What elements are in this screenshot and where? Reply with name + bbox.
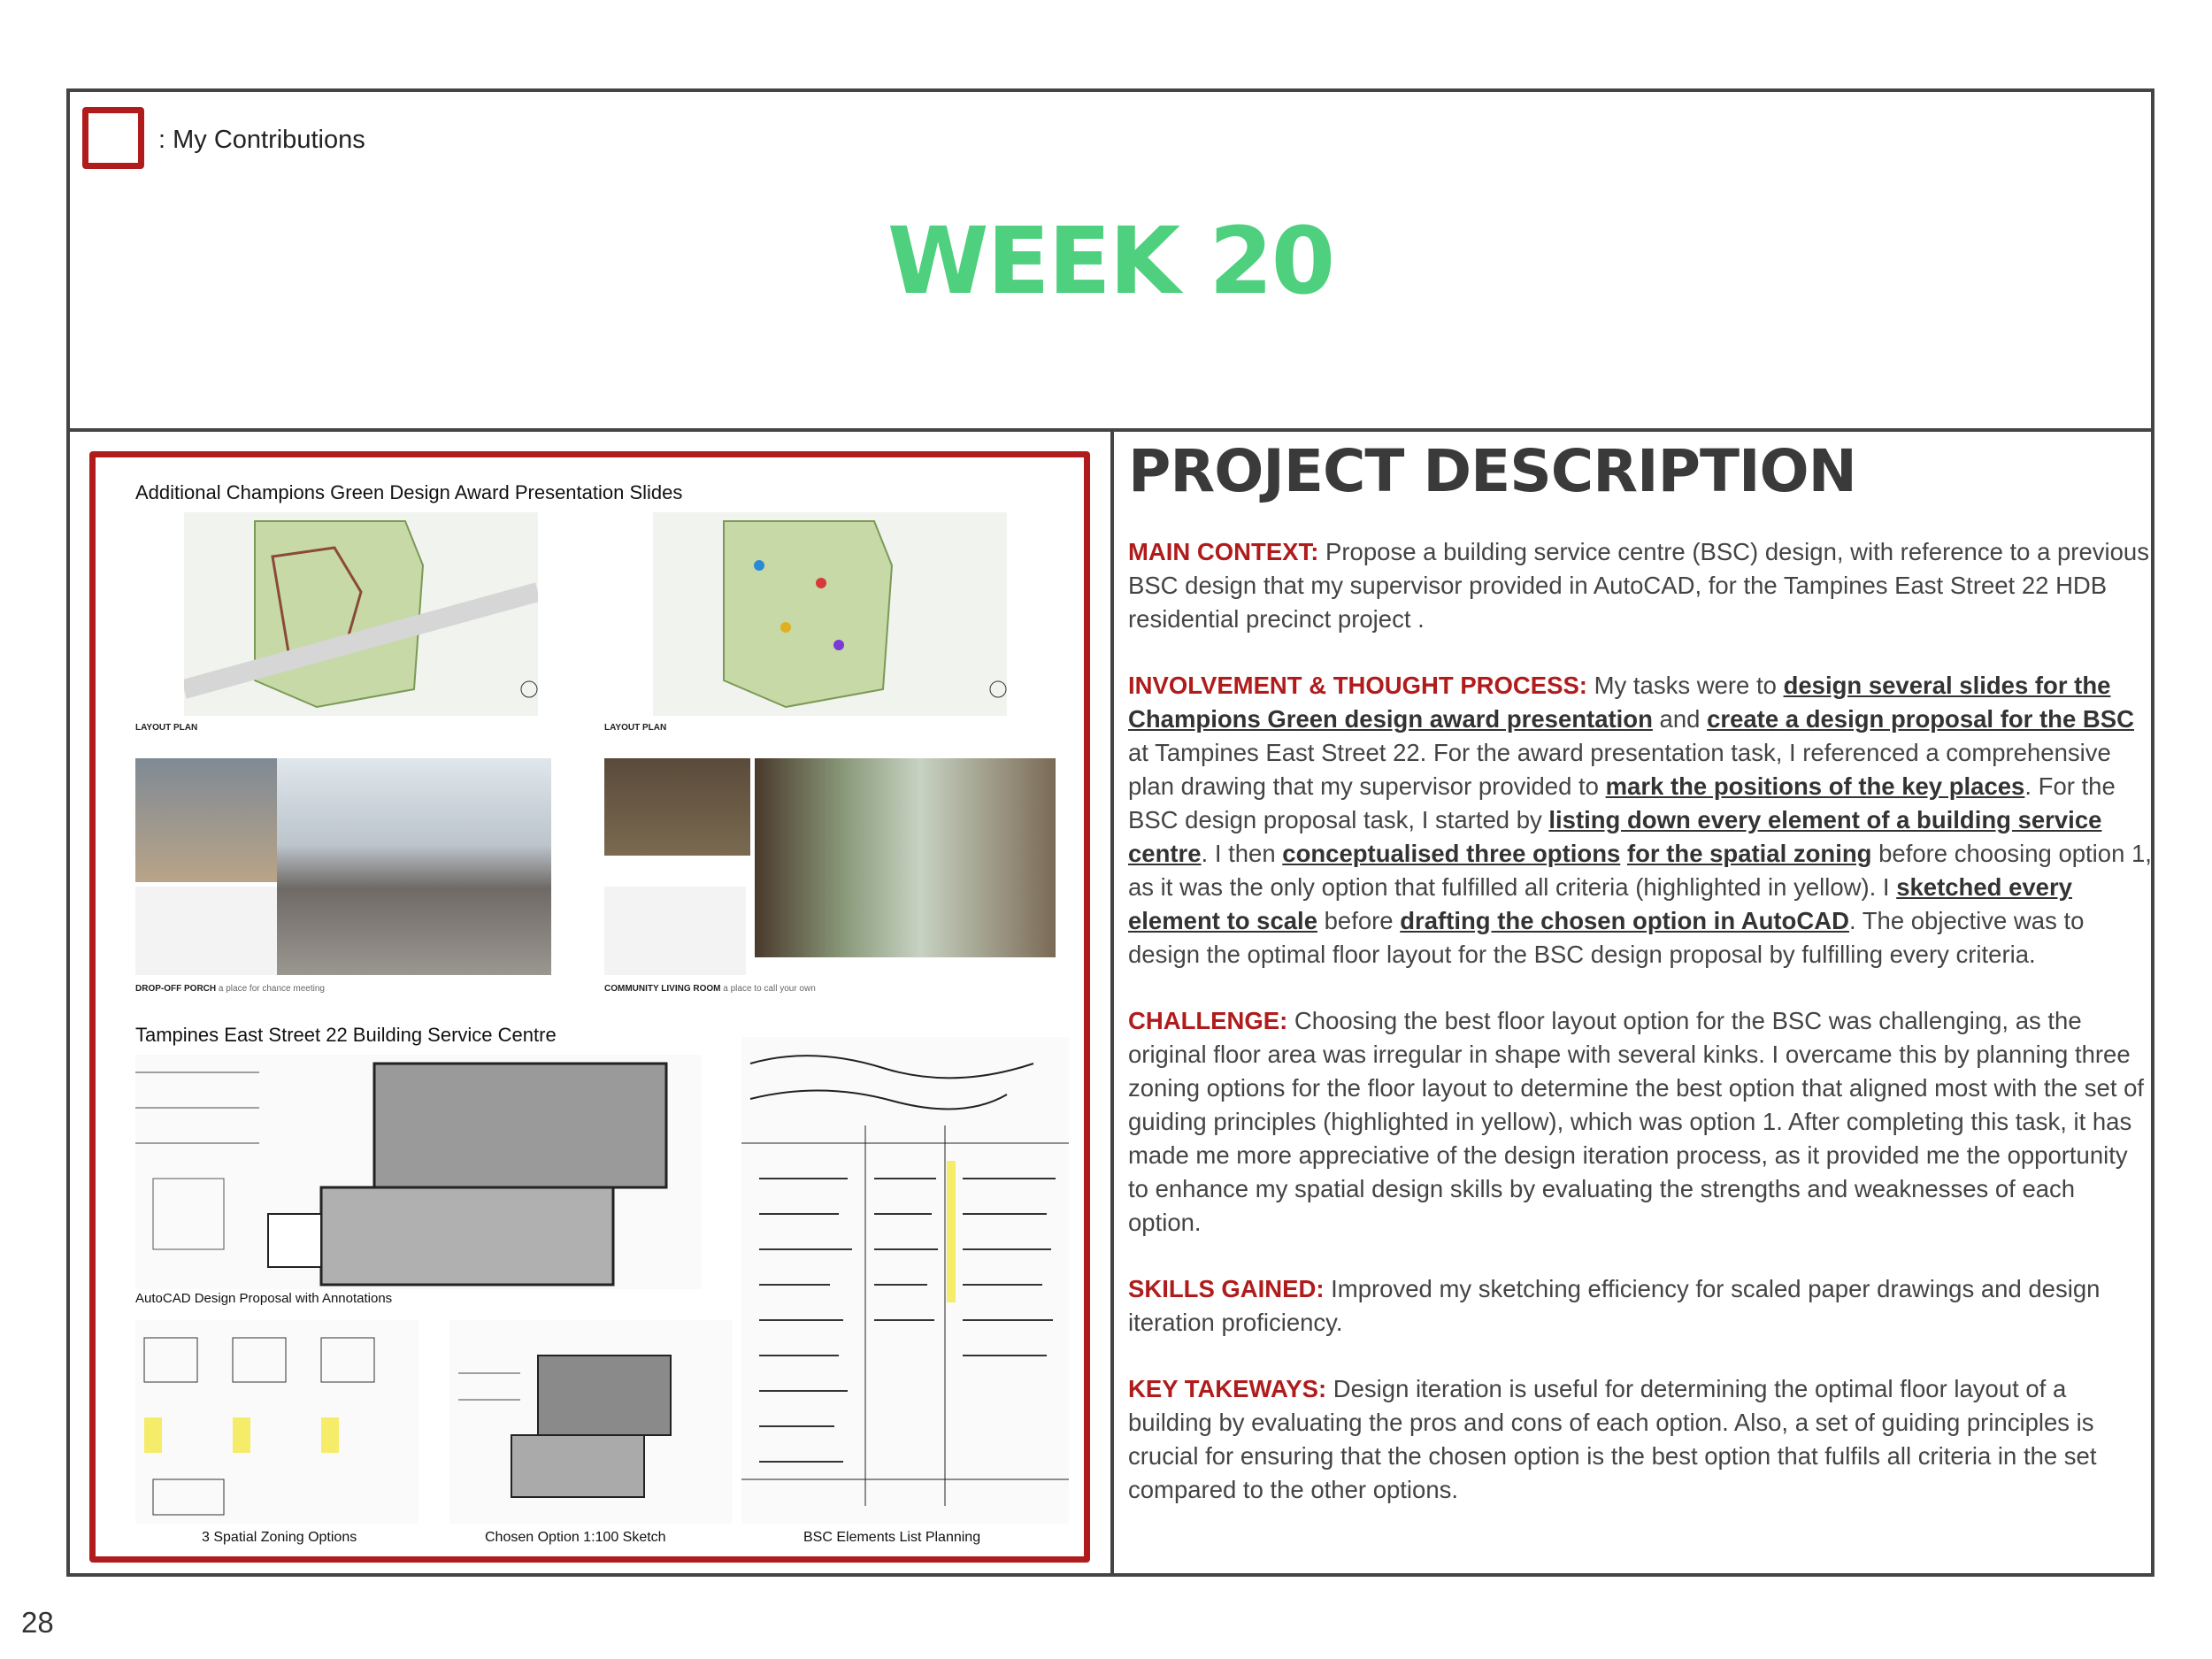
main-context-paragraph xyxy=(1128,535,2154,636)
involvement-highlight-3: mark the positions of the key places xyxy=(1605,772,2025,800)
community-living-room-photo xyxy=(755,758,1056,957)
challenge-paragraph xyxy=(1128,1004,2154,1240)
challenge-text: Choosing the best floor layout option for the BSC was challenging, as the original floor area was irregular in shape with several kinks. I overcame this by planning three zoning options for the floor layout to determine the best option that aligned most with the set of guiding principles (highlighted in yellow), which was option 1. After completing this task, it has made me more appreciative of the design iteration process, as it provided me the opportunity to enhance my spatial design skills by evaluating the strengths and weaknesses of each option. xyxy=(1128,1007,2145,1236)
autocad-proposal-drawing xyxy=(135,1055,702,1289)
contributions-panel xyxy=(89,451,1090,1563)
project-description xyxy=(1128,437,2154,1540)
chosen-sketch-svg xyxy=(449,1320,733,1524)
involvement-text-3: at Tampines East Street 22. For the award presentation task, I referenced a comprehensive plan drawing that my supervisor provided to xyxy=(1128,739,2111,800)
living-room-photo-small xyxy=(604,758,750,856)
involvement-text-6 xyxy=(1620,840,1627,867)
involvement-text-5: . I then xyxy=(1201,840,1283,867)
list-caption: BSC Elements List Planning xyxy=(803,1530,981,1545)
zoning-sketch-svg xyxy=(135,1320,419,1524)
involvement-highlight-4: listing down every element of a building service centre xyxy=(1128,806,2102,867)
description-title: PROJECT DESCRIPTION xyxy=(1128,437,1856,505)
slides-caption: Additional Champions Green Design Award Presentation Slides xyxy=(135,481,683,503)
layout-plan-image-2 xyxy=(653,512,1007,716)
building-photo xyxy=(135,758,277,882)
involvement-highlight-7: sketched every element to scale xyxy=(1128,873,2072,934)
main-context-label: MAIN CONTEXT: xyxy=(1128,538,1319,565)
page-frame xyxy=(66,88,2154,1577)
key-plan-thumbnail-2 xyxy=(604,887,746,975)
drop-off-label xyxy=(135,984,325,994)
takeaways-text: Design iteration is useful for determining the optimal floor layout of a building by evaluating the pros and cons of each option. Also, a set of guiding principles is crucial for ensuring that the chosen option is the best option that fulfils all criteria in the set compared to the other options. xyxy=(1128,1375,2097,1503)
involvement-text-9: . The objective was to design the optimal floor layout for the BSC design proposal by fulfilling every criteria. xyxy=(1128,907,2085,968)
contribution-legend-swatch xyxy=(82,107,144,169)
living-room-sub-text: a place to call your own xyxy=(723,984,816,994)
layout-plan-image-1 xyxy=(184,512,538,716)
skills-text: Improved my sketching efficiency for scaled paper drawings and design iteration proficiency. xyxy=(1128,1275,2101,1336)
involvement-text-4: . For the BSC design proposal task, I started by xyxy=(1128,772,2116,833)
living-room-label xyxy=(604,984,816,994)
layout-plan-label-2: LAYOUT PLAN xyxy=(604,723,667,733)
autocad-caption: AutoCAD Design Proposal with Annotations xyxy=(135,1291,393,1306)
involvement-highlight-2: create a design proposal for the BSC xyxy=(1707,705,2134,733)
layout-plan-drawing-1 xyxy=(184,512,538,716)
involvement-paragraph xyxy=(1128,669,2154,972)
involvement-highlight-6: for the spatial zoning xyxy=(1626,840,1872,867)
layout-plan-drawing-2 xyxy=(653,512,1007,716)
page-number: 28 xyxy=(21,1606,54,1639)
involvement-text-7: before choosing option 1, as it was the only option that fulfilled all criteria (highlighted in yellow). I xyxy=(1128,840,2152,901)
involvement-text-1: My tasks were to xyxy=(1586,672,1784,699)
involvement-highlight-5: conceptualised three options xyxy=(1282,840,1621,867)
elements-list-svg xyxy=(741,1037,1069,1524)
skills-label: SKILLS GAINED: xyxy=(1128,1275,1325,1302)
takeaways-label: KEY TAKEWAYS: xyxy=(1128,1375,1327,1402)
involvement-highlight-8: drafting the chosen option in AutoCAD xyxy=(1400,907,1849,934)
skills-paragraph xyxy=(1128,1272,2154,1340)
zoning-options-sketch xyxy=(135,1320,419,1524)
involvement-text-2: and xyxy=(1652,705,1708,733)
zoning-caption: 3 Spatial Zoning Options xyxy=(202,1530,357,1545)
sketch-caption: Chosen Option 1:100 Sketch xyxy=(485,1530,666,1545)
chosen-option-sketch xyxy=(449,1320,733,1524)
involvement-text-8: before xyxy=(1317,907,1401,934)
drop-off-porch-photo xyxy=(277,758,551,975)
involvement-label: INVOLVEMENT & THOUGHT PROCESS: xyxy=(1128,672,1587,699)
main-context-text: Propose a building service centre (BSC) design, with reference to a previous BSC design that my supervisor provided in AutoCAD, for the Tampines East Street 22 HDB residential precinct project . xyxy=(1128,538,2149,633)
drop-off-sub-text: a place for chance meeting xyxy=(218,984,325,994)
takeaways-paragraph xyxy=(1128,1372,2154,1507)
key-plan-thumbnail-1 xyxy=(135,887,277,975)
bsc-caption: Tampines East Street 22 Building Service Centre xyxy=(135,1024,557,1046)
layout-plan-label-1: LAYOUT PLAN xyxy=(135,723,198,733)
drop-off-label-text: DROP-OFF PORCH xyxy=(135,984,217,994)
contribution-legend-text: : My Contributions xyxy=(158,126,365,154)
involvement-highlight-1: design several slides for the Champions Green design award presentation xyxy=(1128,672,2111,733)
challenge-label: CHALLENGE: xyxy=(1128,1007,1288,1034)
living-room-label-text: COMMUNITY LIVING ROOM xyxy=(604,984,721,994)
week-title: WEEK 20 xyxy=(887,207,1334,315)
column-divider xyxy=(1110,432,1114,1577)
header-section xyxy=(70,92,2151,432)
autocad-plan-svg xyxy=(135,1055,702,1289)
bsc-elements-list-sketch xyxy=(741,1037,1069,1524)
